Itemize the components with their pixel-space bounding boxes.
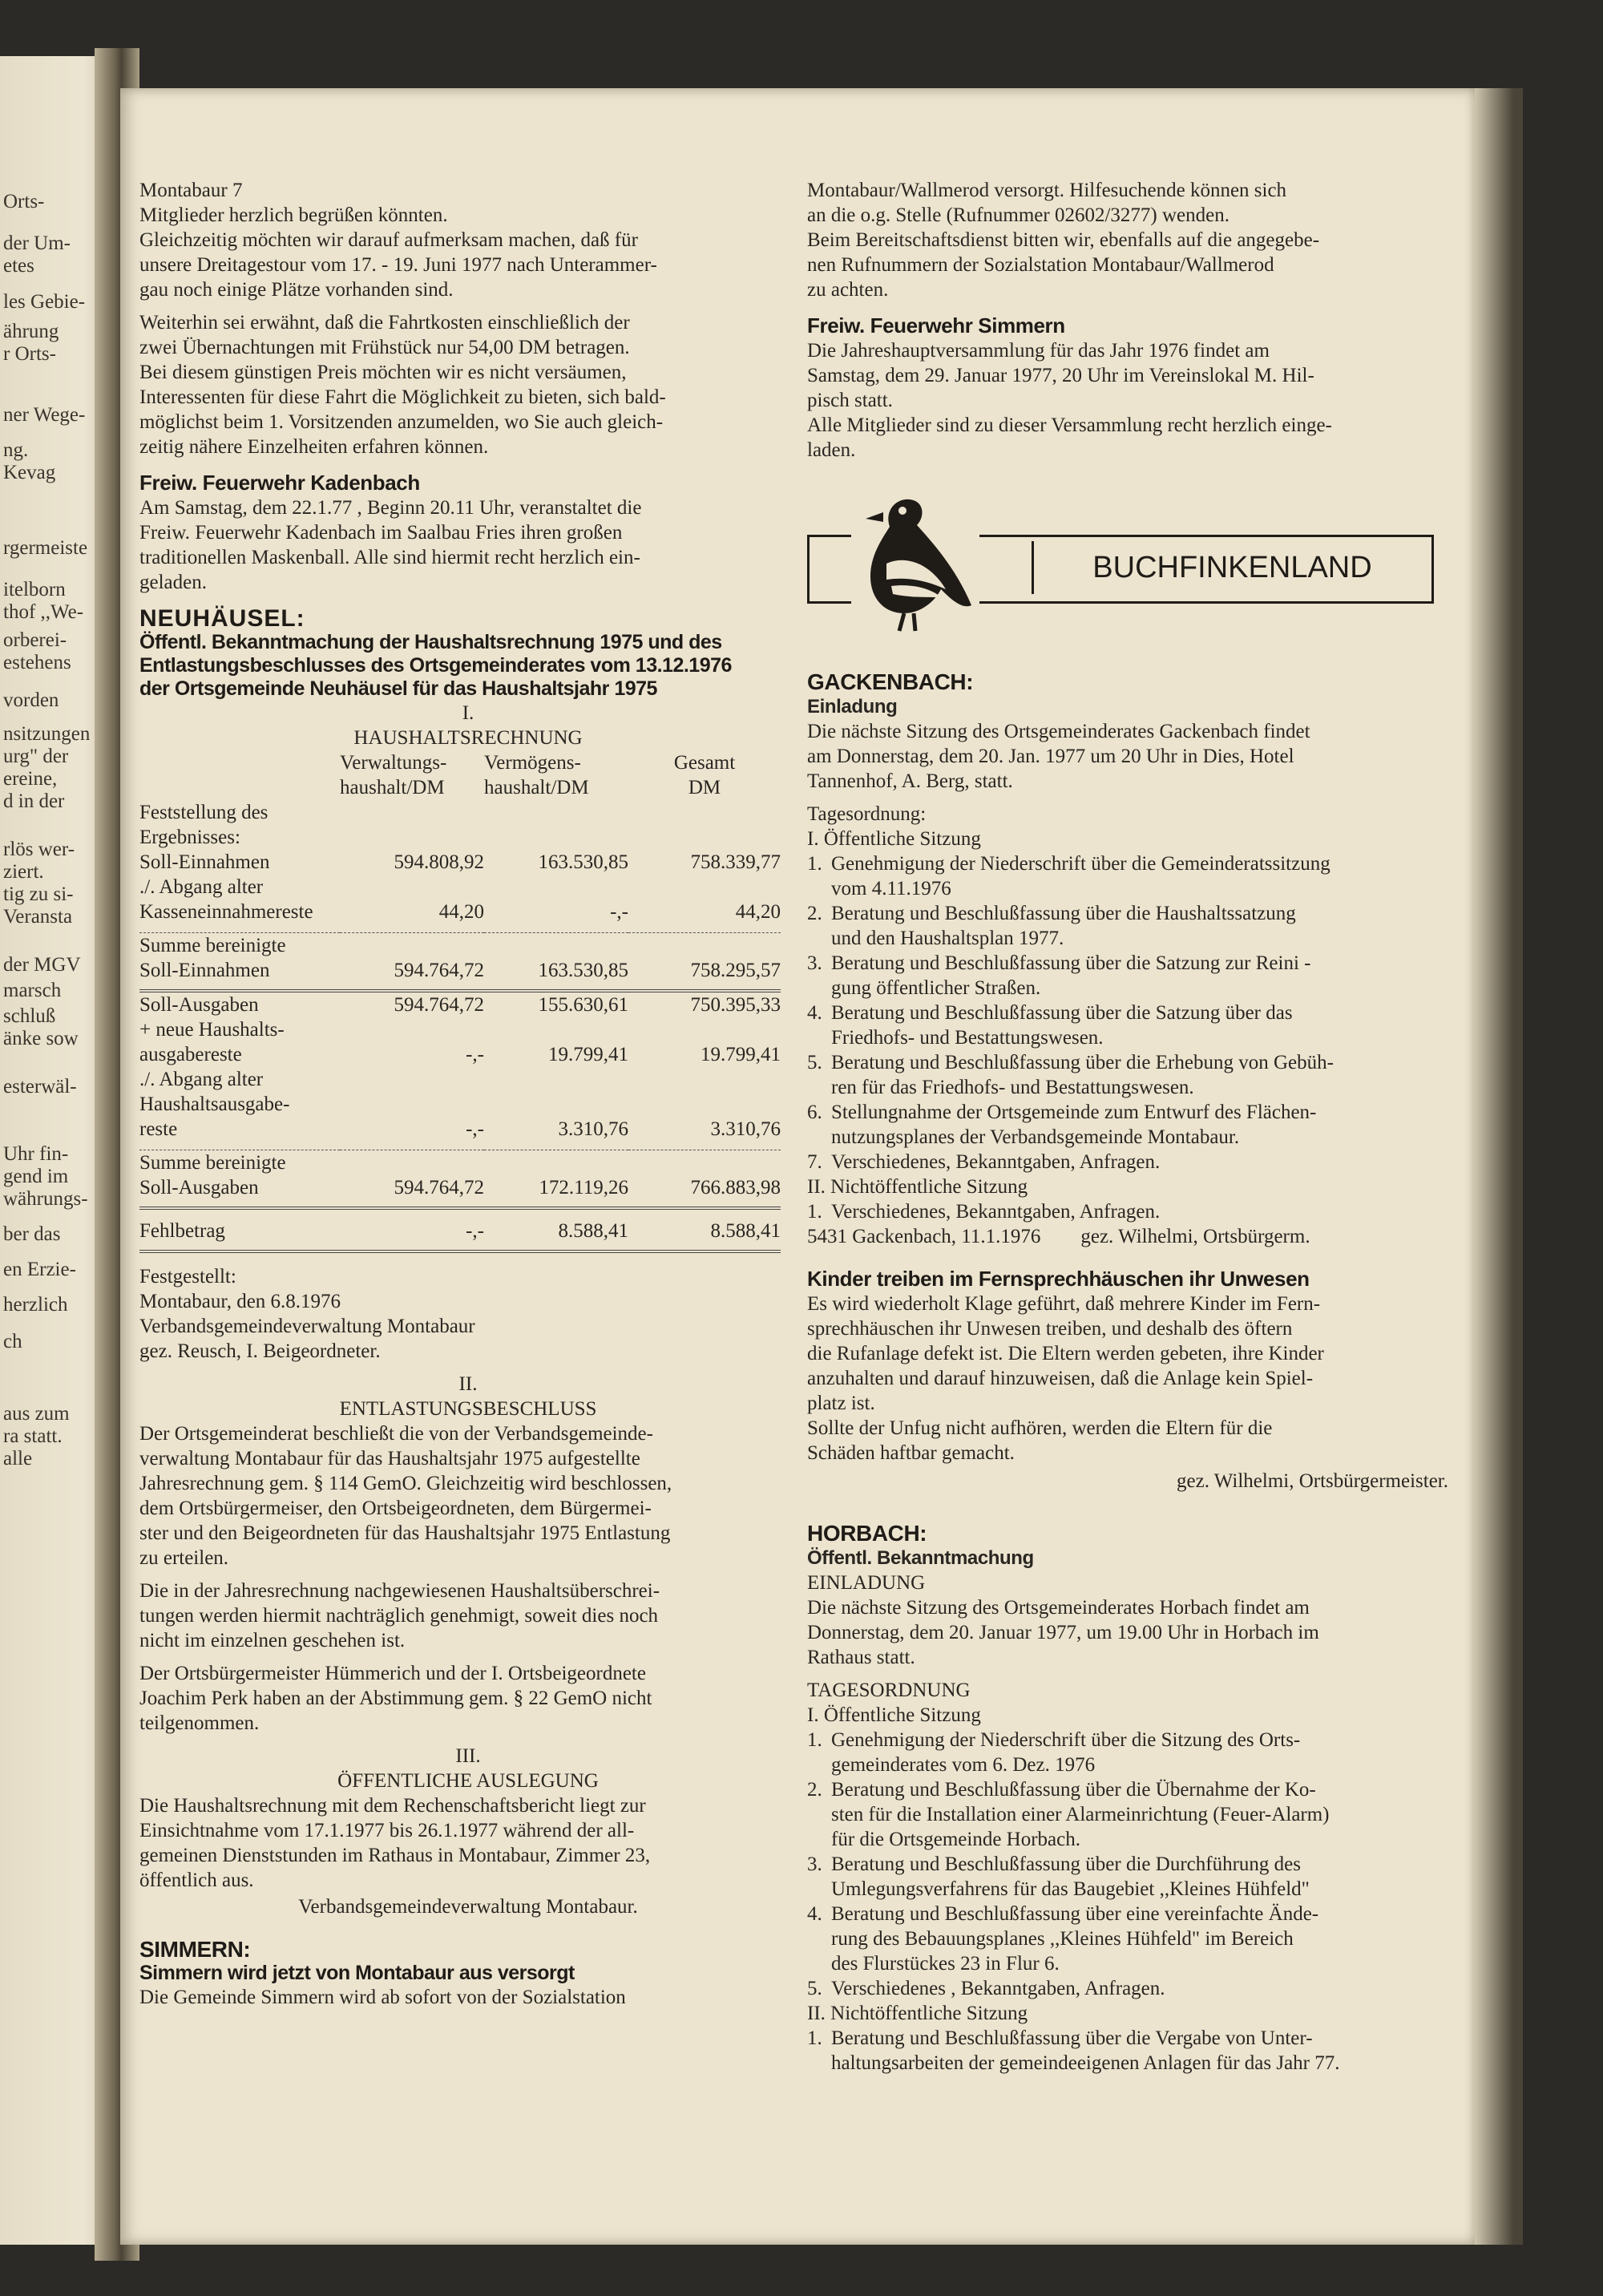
simmern-heading: SIMMERN: <box>139 1937 251 1962</box>
kinder-signature: gez. Wilhelmi, Ortsbürgermeister. <box>1177 1470 1448 1492</box>
table-row <box>139 825 781 850</box>
text-line: Montabaur/Wallmerod versorgt. Hilfesuchende können sich <box>807 180 1287 201</box>
text-line: ster und den Beigeordneten für das Haushaltsjahr 1975 Entlastung <box>139 1522 671 1544</box>
section-2-paragraph-b <box>139 1578 797 1653</box>
text-line: zeitig nähere Einzelheiten erfahren können. <box>139 436 489 458</box>
text-line: Bei diesem günstigen Preis möchten wir es nicht versäumen, <box>139 362 627 383</box>
left-page-text-fragment: tig zu si- <box>3 883 74 905</box>
header-verwaltung-unit: haushalt/DM <box>340 777 445 798</box>
table-header-row <box>139 750 781 775</box>
text-line: anzuhalten und darauf hinzuweisen, daß die Anlage kein Spiel- <box>807 1368 1314 1389</box>
text-line: tungen werden hiermit nachträglich genehmigt, soweit dies noch <box>139 1605 659 1627</box>
left-page-text-fragment: schluß <box>3 1005 56 1027</box>
text-line: Es wird wiederholt Klage geführt, daß mehrere Kinder im Fern- <box>807 1293 1321 1315</box>
text-line: verwaltung Montabaur für das Haushaltsjahr 1975 aufgestellte <box>139 1448 640 1469</box>
row-label: Soll-Ausgaben <box>139 994 259 1016</box>
row-label: Summe bereinigte <box>139 1152 286 1174</box>
left-page-text-fragment: Kevag <box>3 462 56 483</box>
left-page-text-fragment: ährung <box>3 321 59 342</box>
oeffentliche-sitzung-label-2: I. Öffentliche Sitzung <box>807 1704 981 1726</box>
text-line: Rathaus statt. <box>807 1647 915 1668</box>
text-line: Montabaur, den 6.8.1976 <box>139 1291 341 1312</box>
item-number: 1. <box>807 853 822 875</box>
intro-paragraph-2 <box>139 310 797 459</box>
neuhaeusel-subheading <box>139 631 797 701</box>
left-page-text-fragment: alle <box>3 1448 33 1469</box>
text-line: Festgestellt: <box>139 1266 236 1287</box>
gackenbach-signature: 5431 Gackenbach, 11.1.1976 gez. Wilhelmi, Ortsbürgerm. <box>807 1226 1310 1247</box>
item-text: Friedhofs- und Bestattungswesen. <box>831 1027 1104 1049</box>
item-text: des Flurstückes 23 in Flur 6. <box>831 1953 1060 1975</box>
list-item <box>807 1777 1464 1852</box>
horbach-heading: HORBACH: <box>807 1521 927 1546</box>
text-line: nicht im einzelnen geschehen ist. <box>139 1630 406 1651</box>
text-line: dem Ortsbürgermeiser, den Ortsbeigeordneten, dem Bürgermei- <box>139 1498 652 1519</box>
item-text: Beratung und Beschlußfassung über die Vergabe von Unter- <box>831 2027 1313 2049</box>
cell-value: -,- <box>466 1118 484 1140</box>
simmern-text: Die Gemeinde Simmern wird ab sofort von der Sozialstation <box>139 1987 626 2008</box>
table-row <box>139 933 781 959</box>
item-text: und den Haushaltsplan 1977. <box>831 928 1064 949</box>
item-text: gemeinderates vom 6. Dez. 1976 <box>831 1754 1096 1776</box>
text-line: Die in der Jahresrechnung nachgewiesenen Haushaltsüberschrei- <box>139 1580 660 1602</box>
left-page-text-fragment: d in der <box>3 790 65 812</box>
list-item <box>807 1199 1464 1224</box>
item-number: 1. <box>807 1729 822 1751</box>
row-label: Haushaltsausgabe- <box>139 1093 290 1115</box>
cell-value: 44,20 <box>438 901 484 923</box>
left-page-text-fragment: ner Wege- <box>3 404 86 426</box>
cell-value: 19.799,41 <box>701 1044 781 1065</box>
left-page-text-fragment: ziert. <box>3 861 44 883</box>
text-line: Entlastungsbeschlusses des Ortsgemeinderates vom 13.12.1976 <box>139 654 732 677</box>
header-verwaltung: Verwaltungs- <box>340 752 447 774</box>
text-line: Sollte der Unfug nicht aufhören, werden die Eltern für die <box>807 1417 1273 1439</box>
left-page-text-fragment: rgermeiste <box>3 537 88 559</box>
list-item <box>807 1852 1464 1902</box>
item-number: 5. <box>807 1052 822 1073</box>
table-row <box>139 850 781 875</box>
neuhaeusel-heading: NEUHÄUSEL: <box>139 605 305 632</box>
text-line: Verbandsgemeindeverwaltung Montabaur <box>139 1316 475 1337</box>
text-line: Der Ortsgemeinderat beschließt die von der Verbandsgemeinde- <box>139 1423 653 1445</box>
text-line: Donnerstag, dem 20. Januar 1977, um 19.00 Uhr in Horbach im <box>807 1622 1319 1643</box>
left-page-text-fragment: Veransta <box>3 906 73 928</box>
text-line: der Ortsgemeinde Neuhäusel für das Haushaltsjahr 1975 <box>139 677 657 700</box>
row-label: Soll-Einnahmen <box>139 960 270 981</box>
left-page-text-fragment: herzlich <box>3 1294 68 1316</box>
text-line: am Donnerstag, dem 20. Jan. 1977 um 20 Uhr in Dies, Hotel <box>807 746 1294 767</box>
gackenbach-agenda <box>807 851 1464 1174</box>
text-line: an die o.g. Stelle (Rufnummer 02602/3277) wenden. <box>807 204 1230 226</box>
text-line: möglichst beim 1. Vorsitzenden anzumelden, wo Sie auch gleich- <box>139 411 664 433</box>
cell-value: 594.764,72 <box>394 1177 484 1199</box>
item-text: Verschiedenes , Bekanntgaben, Anfragen. <box>831 1978 1165 1999</box>
item-number: 5. <box>807 1978 822 1999</box>
table-row <box>139 1092 781 1117</box>
text-line: Jahresrechnung gem. § 114 GemO. Gleichzeitig wird beschlossen, <box>139 1473 672 1494</box>
cell-value: -,- <box>610 901 628 923</box>
item-text: vom 4.11.1976 <box>831 878 951 899</box>
table-rule <box>139 983 781 991</box>
item-number: 7. <box>807 1151 822 1173</box>
item-text: Beratung und Beschlußfassung über eine vereinfachte Ände- <box>831 1903 1319 1925</box>
text-line: gemeinen Dienststunden im Rathaus in Montabaur, Zimmer 23, <box>139 1845 651 1866</box>
section-3-signature: Verbandsgemeindeverwaltung Montabaur. <box>298 1896 638 1918</box>
gackenbach-subheading: Einladung <box>807 696 898 718</box>
text-line: Joachim Perk haben an der Abstimmung gem. § 22 GemO nicht <box>139 1688 652 1709</box>
section-3-number: III. <box>455 1745 481 1767</box>
item-number: 3. <box>807 1853 822 1875</box>
item-text: Umlegungsverfahrens für das Baugebiet ,,Kleines Hühfeld" <box>831 1878 1310 1900</box>
cell-value: 155.630,61 <box>538 994 628 1016</box>
item-text: rung des Bebauungsplanes ,,Kleines Hühfeld" im Bereich <box>831 1928 1294 1950</box>
text-line: traditionellen Maskenball. Alle sind hiermit recht herzlich ein- <box>139 547 640 568</box>
text-line: unsere Dreitagestour vom 17. - 19. Juni 1977 nach Unterammer- <box>139 254 657 276</box>
text-line: Weiterhin sei erwähnt, daß die Fahrtkosten einschließlich der <box>139 312 630 333</box>
left-page-text-fragment: ng. <box>3 439 29 461</box>
text-line: Freiw. Feuerwehr Kadenbach im Saalbau Fries ihren großen <box>139 522 623 544</box>
row-label: Soll-Ausgaben <box>139 1177 259 1199</box>
text-line: Interessenten für diese Fahrt die Möglichkeit zu bieten, sich bald- <box>139 386 666 408</box>
row-label: Kasseneinnahmereste <box>139 901 313 923</box>
gackenbach-agenda-private <box>807 1199 1464 1224</box>
text-line: nen Rufnummern der Sozialstation Montabaur/Wallmerod <box>807 254 1274 276</box>
left-page-text-fragment: esterwäl- <box>3 1076 77 1097</box>
main-page <box>120 88 1475 2245</box>
list-item <box>807 1050 1464 1100</box>
festgestellt-block <box>139 1264 797 1364</box>
list-item <box>807 1100 1464 1150</box>
simmern-subheading: Simmern wird jetzt von Montabaur aus versorgt <box>139 1962 575 1984</box>
simmern-ff-paragraph <box>807 338 1464 463</box>
gackenbach-heading: GACKENBACH: <box>807 669 974 694</box>
row-label: ./. Abgang alter <box>139 876 264 898</box>
left-page-text-fragment: währungs- <box>3 1188 88 1210</box>
item-text: Beratung und Beschlußfassung über die Übernahme der Ko- <box>831 1779 1316 1801</box>
item-text: Genehmigung der Niederschrift über die Gemeinderatssitzung <box>831 853 1330 875</box>
kinder-paragraph <box>807 1292 1464 1465</box>
header-vermoegen-unit: haushalt/DM <box>484 777 589 798</box>
table-row <box>139 991 781 1017</box>
text-line: Der Ortsbürgermeister Hümmerich und der I. Ortsbeigeordnete <box>139 1663 646 1684</box>
oeffentliche-sitzung-label: I. Öffentliche Sitzung <box>807 828 981 850</box>
text-line: zwei Übernachtungen mit Frühstück nur 54,00 DM betragen. <box>139 337 630 358</box>
text-line: sprechhäuschen ihr Unwesen treiben, und deshalb des öftern <box>807 1318 1293 1340</box>
item-number: 1. <box>807 2027 822 2049</box>
text-line: gau noch einige Plätze vorhanden sind. <box>139 279 454 301</box>
text-line: zu achten. <box>807 279 889 301</box>
left-page-text-fragment: en Erzie- <box>3 1259 76 1280</box>
section-1-title: HAUSHALTSRECHNUNG <box>353 727 583 749</box>
left-page-text-fragment: ra statt. <box>3 1425 63 1447</box>
text-line: die Rufanlage defekt ist. Die Eltern werden gebeten, ihre Kinder <box>807 1343 1324 1364</box>
cell-value: 758.295,57 <box>690 960 781 981</box>
cell-value: 758.339,77 <box>690 851 781 873</box>
text-line: Die Haushaltsrechnung mit dem Rechenschaftsbericht liegt zur <box>139 1795 646 1817</box>
tagesordnung-label-2: TAGESORDNUNG <box>807 1680 971 1701</box>
row-label: + neue Haushalts- <box>139 1019 285 1041</box>
simmern-ff-heading: Freiw. Feuerwehr Simmern <box>807 313 1065 338</box>
text-line: teilgenommen. <box>139 1712 260 1734</box>
list-item <box>807 1150 1464 1174</box>
cell-value: 163.530,85 <box>538 851 628 873</box>
cell-value: 750.395,33 <box>690 994 781 1016</box>
item-text: sten für die Installation einer Alarmeinrichtung (Feuer-Alarm) <box>831 1804 1330 1825</box>
table-row <box>139 899 781 924</box>
item-number: 1. <box>807 1201 822 1223</box>
table-row <box>139 1117 781 1142</box>
nichtoeffentliche-sitzung-label: II. Nichtöffentliche Sitzung <box>807 1176 1028 1198</box>
right-column <box>807 178 1464 2076</box>
cell-value: 172.119,26 <box>539 1177 628 1199</box>
table-rule <box>139 1142 781 1150</box>
left-page-text-fragment: Uhr fin- <box>3 1143 69 1165</box>
cell-value: 766.883,98 <box>690 1177 781 1199</box>
text-line: pisch statt. <box>807 390 893 411</box>
table-row <box>139 1150 781 1176</box>
text-line: Die nächste Sitzung des Ortsgemeinderates Gackenbach findet <box>807 721 1310 742</box>
text-line: gez. Reusch, I. Beigeordneter. <box>139 1340 381 1362</box>
left-page-text-fragment: marsch <box>3 980 62 1001</box>
cell-value: 3.310,76 <box>710 1118 781 1140</box>
section-2-number: II. <box>458 1373 478 1395</box>
section-1-number: I. <box>462 702 474 724</box>
item-text: haltungsarbeiten der gemeindeeigenen Anlagen für das Jahr 77. <box>831 2052 1340 2074</box>
table-row <box>139 1067 781 1092</box>
table-rule <box>139 924 781 933</box>
item-text: Stellungnahme der Ortsgemeinde zum Entwurf des Flächen- <box>831 1102 1317 1123</box>
text-line: Samstag, dem 29. Januar 1977, 20 Uhr im Vereinslokal M. Hil- <box>807 365 1314 386</box>
horbach-subheading: Öffentl. Bekanntmachung <box>807 1547 1034 1569</box>
cell-value: 8.588,41 <box>558 1220 628 1242</box>
cell-value: 8.588,41 <box>710 1220 781 1242</box>
table-row <box>139 1042 781 1067</box>
left-page-text-fragment: urg" der <box>3 746 69 767</box>
kinder-heading: Kinder treiben im Fernsprechhäuschen ihr Unwesen <box>807 1267 1310 1291</box>
left-page-text-fragment: Orts- <box>3 191 45 212</box>
einladung-label: EINLADUNG <box>807 1572 926 1594</box>
text-line: Beim Bereitschaftsdienst bitten wir, ebenfalls auf die angegebe- <box>807 229 1320 251</box>
right-page-edge <box>1475 88 1523 2245</box>
left-page-text-fragment: thof ,,We- <box>3 601 84 623</box>
left-page-text-fragment: ereine, <box>3 768 58 790</box>
cell-value: 163.530,85 <box>538 960 628 981</box>
section-3-paragraph <box>139 1793 797 1893</box>
gackenbach-paragraph <box>807 719 1464 794</box>
cell-value: 594.808,92 <box>394 851 484 873</box>
table-rule <box>139 1243 781 1251</box>
text-line: geladen. <box>139 572 207 593</box>
text-line: öffentlich aus. <box>139 1870 254 1891</box>
left-page-text-fragment: r Orts- <box>3 343 56 365</box>
horbach-agenda-private <box>807 2026 1464 2076</box>
text-line: Die Jahreshauptversammlung für das Jahr 1976 findet am <box>807 340 1270 362</box>
row-label: Fehlbetrag <box>139 1220 225 1242</box>
text-line: laden. <box>807 439 856 461</box>
section-2-paragraph <box>139 1421 797 1570</box>
kadenbach-heading: Freiw. Feuerwehr Kadenbach <box>139 471 420 495</box>
item-text: gung öffentlicher Straßen. <box>831 977 1041 999</box>
item-text: Beratung und Beschlußfassung über die Durchführung des <box>831 1853 1301 1875</box>
list-item <box>807 1902 1464 1976</box>
item-number: 2. <box>807 1779 822 1801</box>
item-text: Genehmigung der Niederschrift über die Sitzung des Orts- <box>831 1729 1301 1751</box>
row-label: Summe bereinigte <box>139 935 286 956</box>
item-text: Beratung und Beschlußfassung über die Satzung zur Reini - <box>831 952 1311 974</box>
item-number: 4. <box>807 1903 822 1925</box>
text-line: Gleichzeitig möchten wir darauf aufmerksam machen, daß für <box>139 229 638 251</box>
left-page-text-fragment: les Gebie- <box>3 291 86 313</box>
list-item <box>807 2026 1464 2076</box>
left-page-text-fragment: rlös wer- <box>3 839 75 860</box>
row-label: ./. Abgang alter <box>139 1069 264 1090</box>
text-line: Montabaur 7 <box>139 180 243 201</box>
cell-value: 3.310,76 <box>558 1118 628 1140</box>
buchfinkenland-logo <box>807 477 1432 645</box>
row-label: ausgabereste <box>139 1044 242 1065</box>
header-vermoegen: Vermögens- <box>484 752 581 774</box>
left-page-text-fragment: orberei- <box>3 629 67 651</box>
nichtoeffentliche-sitzung-label-2: II. Nichtöffentliche Sitzung <box>807 2003 1028 2024</box>
text-line: Am Samstag, dem 22.1.77 , Beginn 20.11 Uhr, veranstaltet die <box>139 497 642 519</box>
cell-value: 19.799,41 <box>548 1044 628 1065</box>
text-line: Die nächste Sitzung des Ortsgemeinderates Horbach findet am <box>807 1597 1310 1619</box>
item-number: 3. <box>807 952 822 974</box>
table-row <box>139 1017 781 1042</box>
item-text: Beratung und Beschlußfassung über die Satzung über das <box>831 1002 1293 1024</box>
text-line: Alle Mitglieder sind zu dieser Versammlung recht herzlich einge- <box>807 414 1332 436</box>
list-item <box>807 1976 1464 2001</box>
text-line: zu erteilen. <box>139 1547 229 1569</box>
left-page-text-fragment: itelborn <box>3 579 66 600</box>
left-page-text-fragment: gend im <box>3 1166 69 1187</box>
row-label: Ergebnisses: <box>139 827 240 848</box>
horbach-paragraph <box>807 1595 1464 1670</box>
haushaltsrechnung-table <box>139 750 781 1253</box>
horbach-agenda <box>807 1728 1464 2001</box>
text-line: Mitglieder herzlich begrüßen könnten. <box>139 204 448 226</box>
left-page-text-fragment: änke sow <box>3 1028 79 1049</box>
left-page-text-fragment: der Um- <box>3 232 71 254</box>
sozialstation-paragraph <box>807 178 1464 302</box>
section-2-title: ENTLASTUNGSBESCHLUSS <box>339 1398 597 1420</box>
row-label: reste <box>139 1118 178 1140</box>
cell-value: 594.764,72 <box>394 960 484 981</box>
list-item <box>807 1728 1464 1777</box>
item-text: Verschiedenes, Bekanntgaben, Anfragen. <box>831 1201 1161 1223</box>
left-page-text-fragment: der MGV <box>3 954 81 976</box>
cell-value: 594.764,72 <box>394 994 484 1016</box>
item-text: für die Ortsgemeinde Horbach. <box>831 1829 1080 1850</box>
left-page-text-fragment: estehens <box>3 652 71 673</box>
cell-value: -,- <box>466 1220 484 1242</box>
left-column <box>139 178 797 2010</box>
header-gesamt: Gesamt <box>673 752 736 774</box>
item-text: Beratung und Beschlußfassung über die Haushaltssatzung <box>831 903 1296 924</box>
item-text: Beratung und Beschlußfassung über die Erhebung von Gebüh- <box>831 1052 1334 1073</box>
left-page-text-fragment: ch <box>3 1331 22 1352</box>
table-row <box>139 875 781 899</box>
item-text: nutzungsplanes der Verbandsgemeinde Montabaur. <box>831 1126 1240 1148</box>
list-item <box>807 951 1464 1000</box>
table-row <box>139 800 781 825</box>
list-item <box>807 851 1464 901</box>
text-line: platz ist. <box>807 1393 875 1414</box>
header-gesamt-unit: DM <box>688 777 721 798</box>
item-text: Verschiedenes, Bekanntgaben, Anfragen. <box>831 1151 1161 1173</box>
logo-text: BUCHFINKENLAND <box>1032 541 1431 594</box>
item-number: 2. <box>807 903 822 924</box>
left-page-text-fragment: etes <box>3 255 34 277</box>
text-line: Schäden haftbar gemacht. <box>807 1442 1015 1464</box>
text-line: Einsichtnahme vom 17.1.1977 bis 26.1.1977 während der all- <box>139 1820 635 1841</box>
left-page-text-fragment: nsitzungen <box>3 723 91 745</box>
list-item <box>807 1000 1464 1050</box>
item-number: 4. <box>807 1002 822 1024</box>
kadenbach-paragraph <box>139 495 797 595</box>
finch-bird-icon <box>851 477 979 637</box>
left-page-text-fragment: ber das <box>3 1223 61 1245</box>
item-text: ren für das Friedhofs- und Bestattungswesen. <box>831 1077 1194 1098</box>
intro-paragraph <box>139 178 797 302</box>
left-page-text-fragment: aus zum <box>3 1403 70 1425</box>
table-header-row <box>139 775 781 800</box>
cell-value: -,- <box>466 1044 484 1065</box>
row-label: Feststellung des <box>139 802 269 823</box>
table-row <box>139 1175 781 1200</box>
table-rule <box>139 1200 781 1208</box>
cell-value: 44,20 <box>735 901 781 923</box>
item-number: 6. <box>807 1102 822 1123</box>
row-label: Soll-Einnahmen <box>139 851 270 873</box>
text-line: Tannenhof, A. Berg, statt. <box>807 770 1013 792</box>
section-3-title: ÖFFENTLICHE AUSLEGUNG <box>337 1770 599 1792</box>
table-row <box>139 958 781 983</box>
left-page-text-fragment: vorden <box>3 689 59 711</box>
list-item <box>807 901 1464 951</box>
tagesordnung-label: Tagesordnung: <box>807 803 927 825</box>
table-row <box>139 1208 781 1243</box>
section-2-paragraph-c <box>139 1661 797 1736</box>
text-line: Öffentl. Bekanntmachung der Haushaltsrechnung 1975 und des <box>139 631 722 653</box>
